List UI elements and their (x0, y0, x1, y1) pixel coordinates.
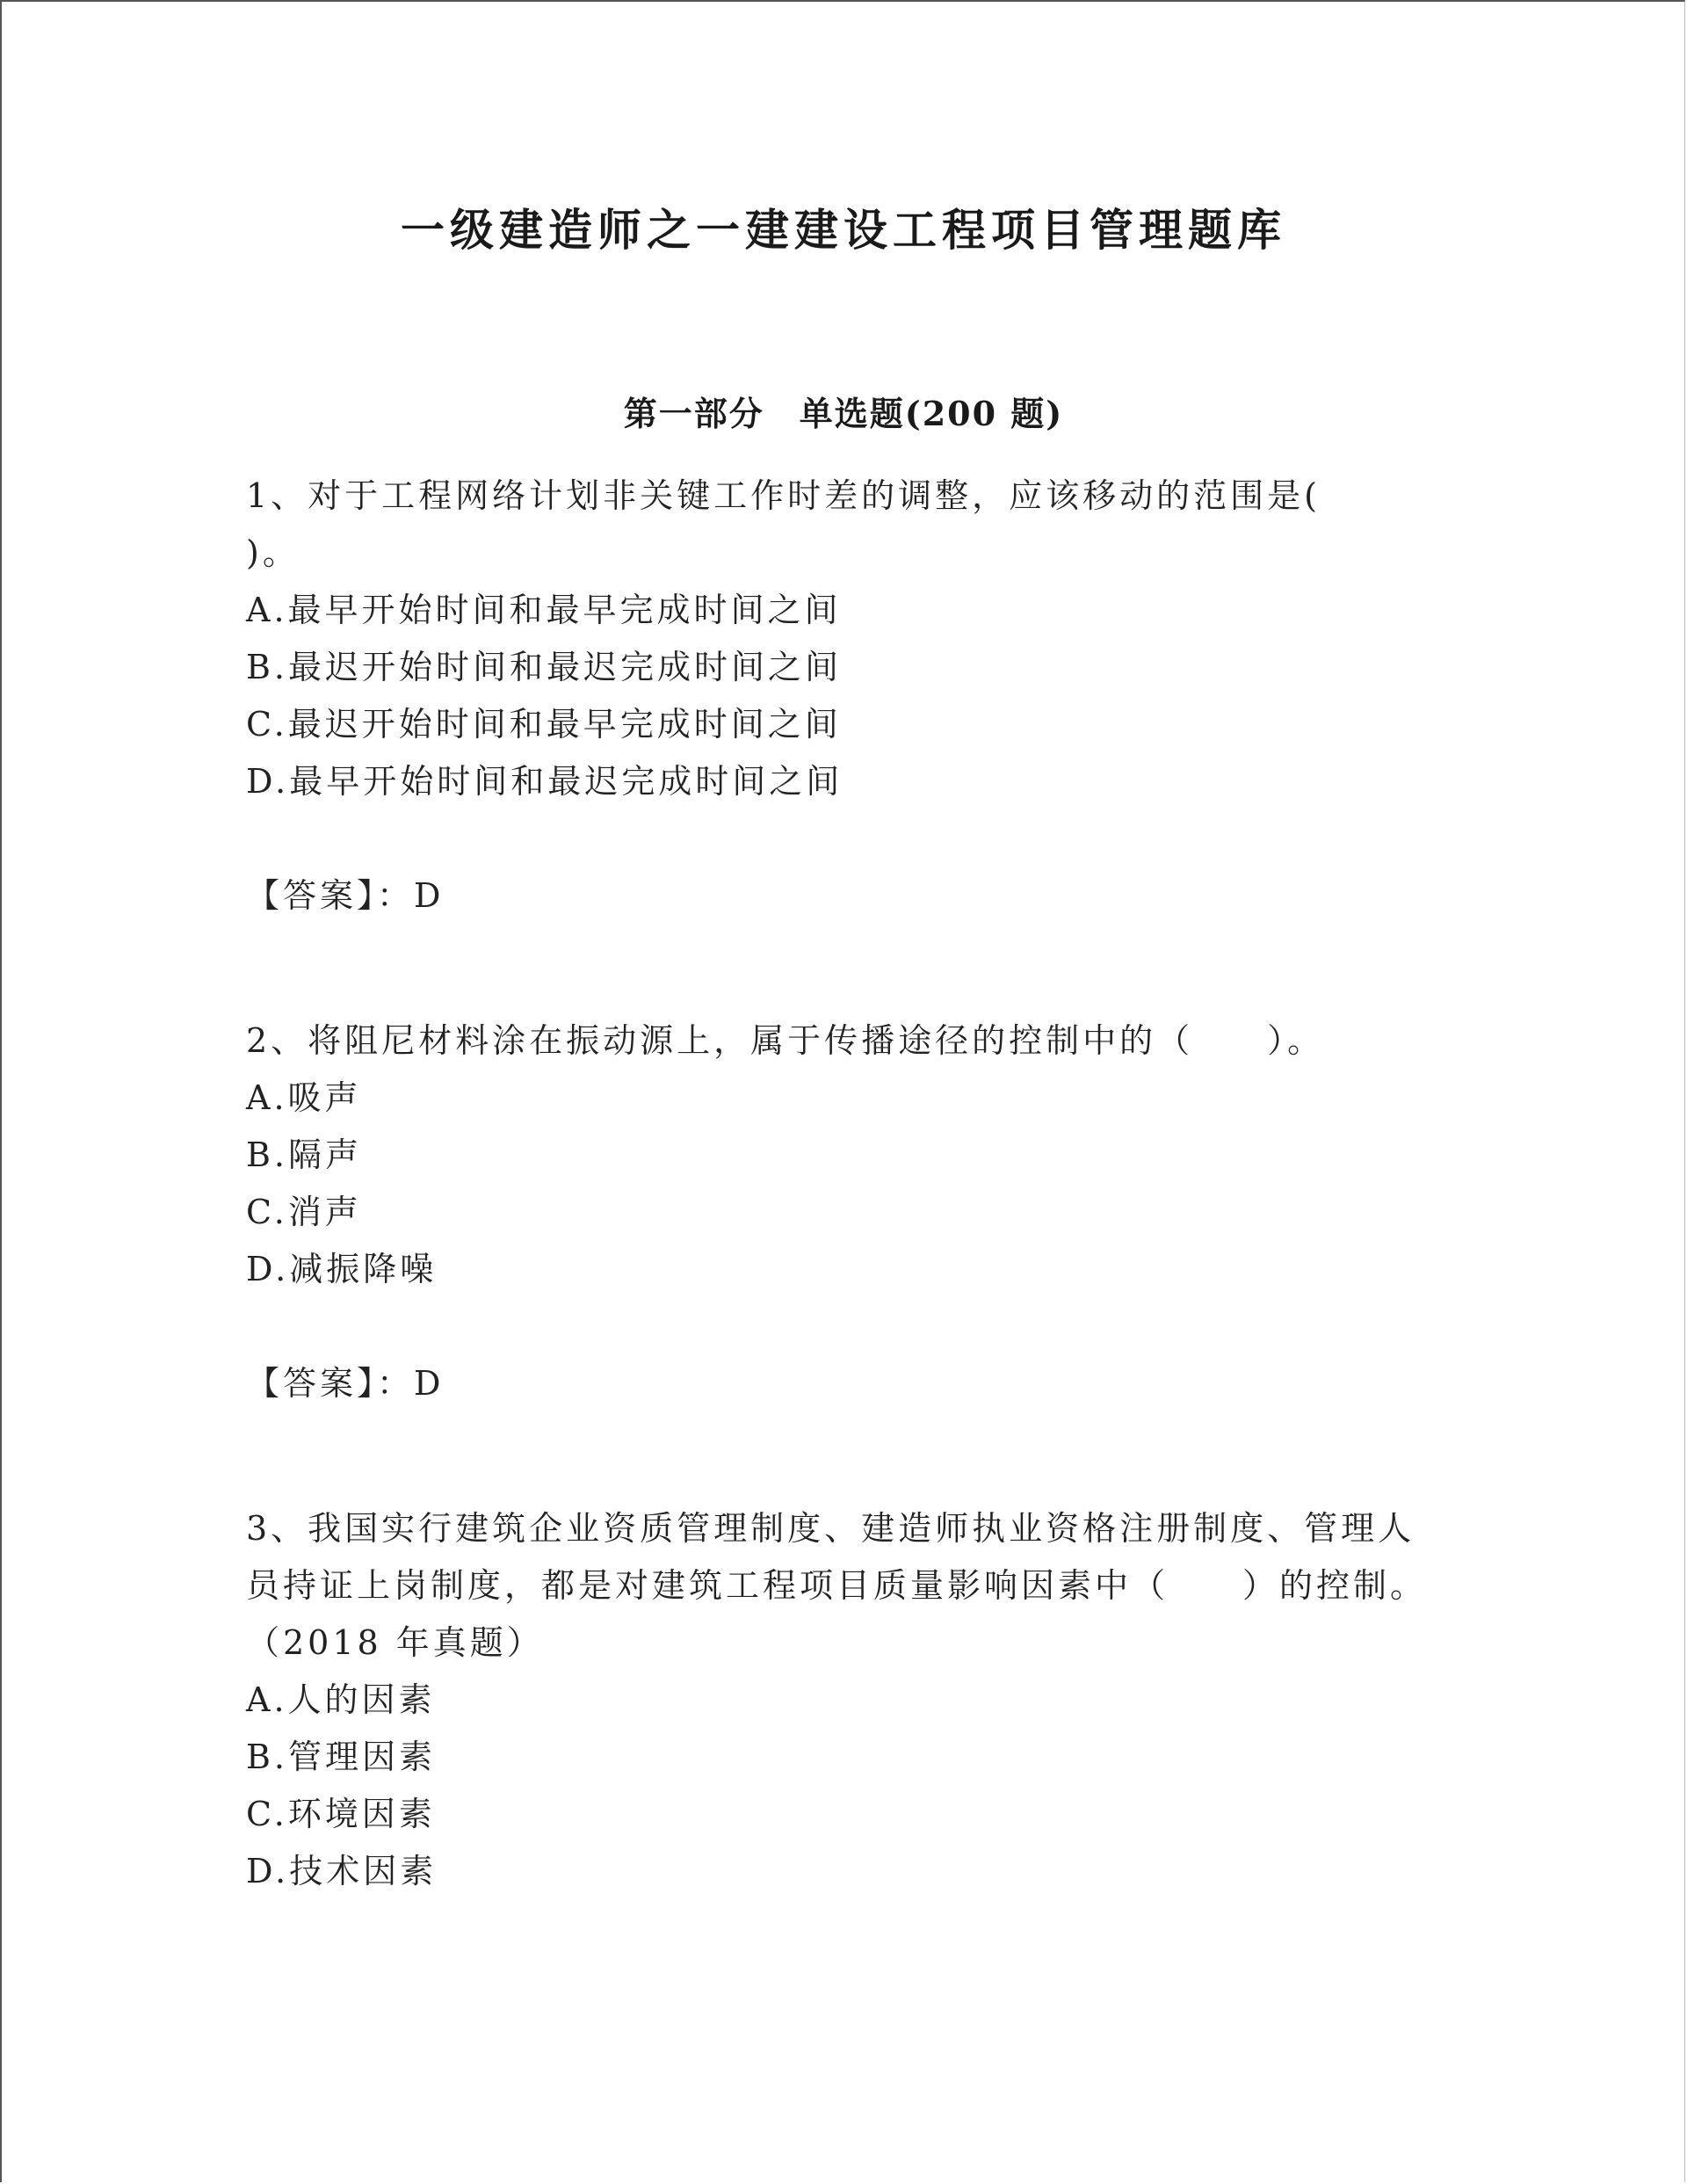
option-c: C.消声 (246, 1193, 362, 1231)
answer: 【答案】：D (246, 1364, 445, 1403)
question-1 (246, 468, 1441, 925)
document-title: 一级建造师之一建建设工程项目管理题库 (401, 204, 1286, 256)
option-d: D.最早开始时间和最迟完成时间之间 (246, 762, 844, 801)
option-b: B.管理因素 (246, 1738, 437, 1776)
question-stem: 1、对于工程网络计划非关键工作时差的调整，应该移动的范围是( )。 (246, 476, 1321, 572)
option-b: B.最迟开始时间和最迟完成时间之间 (246, 648, 843, 686)
question-3 (246, 1500, 1441, 1900)
spacer (246, 1412, 1441, 1500)
option-d: D.技术因素 (246, 1852, 438, 1890)
option-a: A.最早开始时间和最早完成时间之间 (246, 591, 842, 629)
answer: 【答案】：D (246, 876, 445, 915)
option-d: D.减振降噪 (246, 1250, 438, 1288)
option-c: C.环境因素 (246, 1795, 436, 1833)
spacer (246, 925, 1441, 1012)
question-stem: 3、我国实行建筑企业资质管理制度、建造师执业资格注册制度、管理人员持证上岗制度，都是对建筑工程项目质量影响因素中（ ）的控制。（2018 年真题） (246, 1509, 1428, 1662)
option-a: A.人的因素 (246, 1680, 436, 1719)
section-title: 第一部分 单选题(200 题) (623, 394, 1064, 433)
option-b: B.隔声 (246, 1136, 363, 1174)
question-2 (246, 1012, 1441, 1412)
option-a: A.吸声 (246, 1078, 362, 1117)
option-c: C.最迟开始时间和最早完成时间之间 (246, 705, 842, 744)
question-list (246, 468, 1441, 1900)
question-stem: 2、将阻尼材料涂在振动源上，属于传播途径的控制中的（ ）。 (246, 1021, 1325, 1060)
